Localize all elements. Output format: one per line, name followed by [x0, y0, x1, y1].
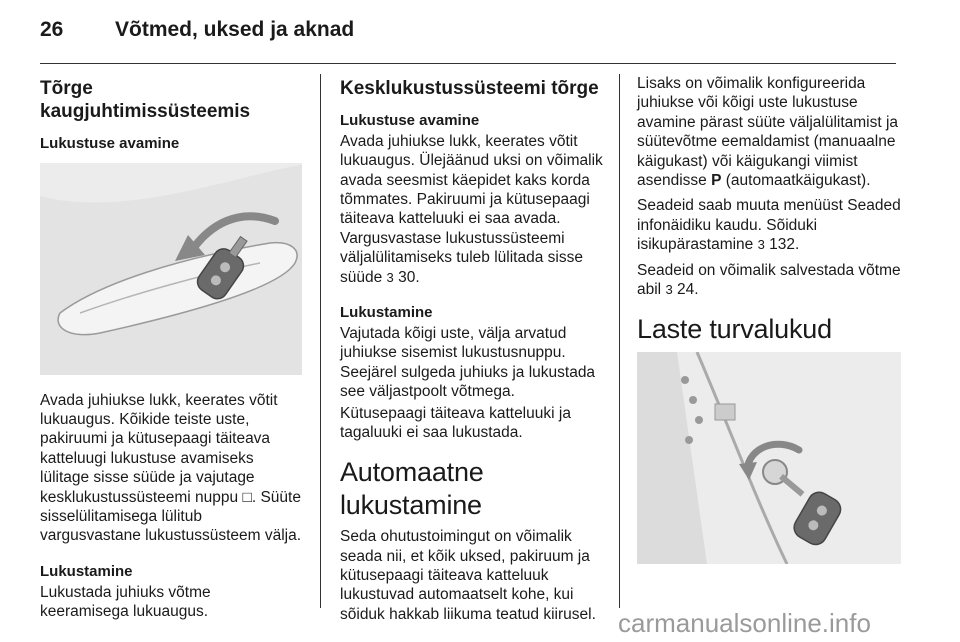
door-handle-key-illustration — [40, 163, 302, 375]
paragraph: Avada juhiukse lukk, keerates võtit lukuaugus. Ülejäänud uksi on võimalik avada seesmist käepidet kaks korda tõmmates. Pakiruumi ja kütusepaagi täiteava katteluuki ei saa avada. Vargusvastase lukustussüsteemi väljalülitamiseks tuleb lülitada sisse süüde 3 30. — [340, 132, 603, 286]
column-2 — [340, 74, 605, 630]
subheading: Lukustuse avamine — [340, 111, 480, 129]
page-ref-arrow: 3 — [665, 282, 673, 298]
column-divider — [619, 74, 620, 608]
paragraph: Kütusepaagi täiteava katteluuki ja tagaluuki ei saa lukustada. — [340, 404, 571, 442]
paragraph: Lisaks on võimalik konfigureerida juhiukse või kõigi uste lukustuse avamine pärast süüte väljalülitamist ja süütevõtme eemaldamist (manuaalne käigukast) või käigukangi viimist asendisse P (automaatkäigukast). — [637, 75, 899, 190]
section-heading: Tõrge kaugjuhtimissüsteemis — [40, 78, 251, 122]
lock-icon: □ — [242, 488, 252, 506]
subheading: Lukustuse avamine — [40, 134, 180, 152]
watermark: carmanualsonline.info — [618, 608, 871, 638]
page-number: 26 — [40, 18, 64, 41]
paragraph: Vajutada kõigi uste, välja arvatud juhiukse sisemist lukustusnuppu. Seejärel sulgeda juhiuks ja lukustada see väljastpoolt võtmega. — [340, 325, 596, 401]
paragraph: Seadeid on võimalik salvestada võtme abil 3 24. — [637, 261, 901, 299]
paragraph: Avada juhiukse lukk, keerates võtit lukuaugus. Kõikide teiste uste, pakiruumi ja kütusepaagi täiteava katteluugi lukustuse avamiseks lülitage sisse süüde ja vajutage kesklukustussüsteemi nuppu □. Süüte sisselülitamisega lülitub vargusvastane lukustussüsteem välja. — [40, 391, 302, 545]
column-1 — [40, 74, 302, 628]
page-ref[interactable]: 30 — [398, 268, 416, 286]
paragraph: Seadeid saab muuta menüüst Seaded infonäidiku kaudu. Sõiduki isikupärastamine 3 132. — [637, 197, 901, 254]
header-divider — [40, 63, 896, 64]
page-ref[interactable]: 132 — [769, 236, 796, 254]
column-divider — [320, 74, 321, 608]
page-ref[interactable]: 24 — [676, 281, 695, 299]
page-ref-arrow: 3 — [386, 269, 394, 285]
paragraph: Lukustada juhiuks võtme keeramisega lukuaugus. — [40, 583, 211, 621]
paragraph: Seda ohutustoimingut on võimalik seada nii, et kõik uksed, pakiruum ja kütusepaagi täiteava katteluuk lukustuvad automaatselt kohe, kui sõiduk hakkab liikuma teatud kiirusel. — [340, 528, 596, 623]
section-heading: Kesklukustussüsteemi tõrge — [340, 78, 599, 99]
column-3 — [637, 74, 901, 564]
page-title: Võtmed, uksed ja aknad — [115, 18, 355, 41]
subheading: Lukustamine — [340, 304, 433, 322]
section-heading: Laste turvalukud — [637, 314, 832, 345]
subheading: Lukustamine — [40, 562, 133, 580]
section-heading: Automaatne lukustamine — [340, 457, 484, 520]
page-ref-arrow: 3 — [757, 237, 765, 253]
child-safety-lock-illustration — [637, 352, 901, 564]
